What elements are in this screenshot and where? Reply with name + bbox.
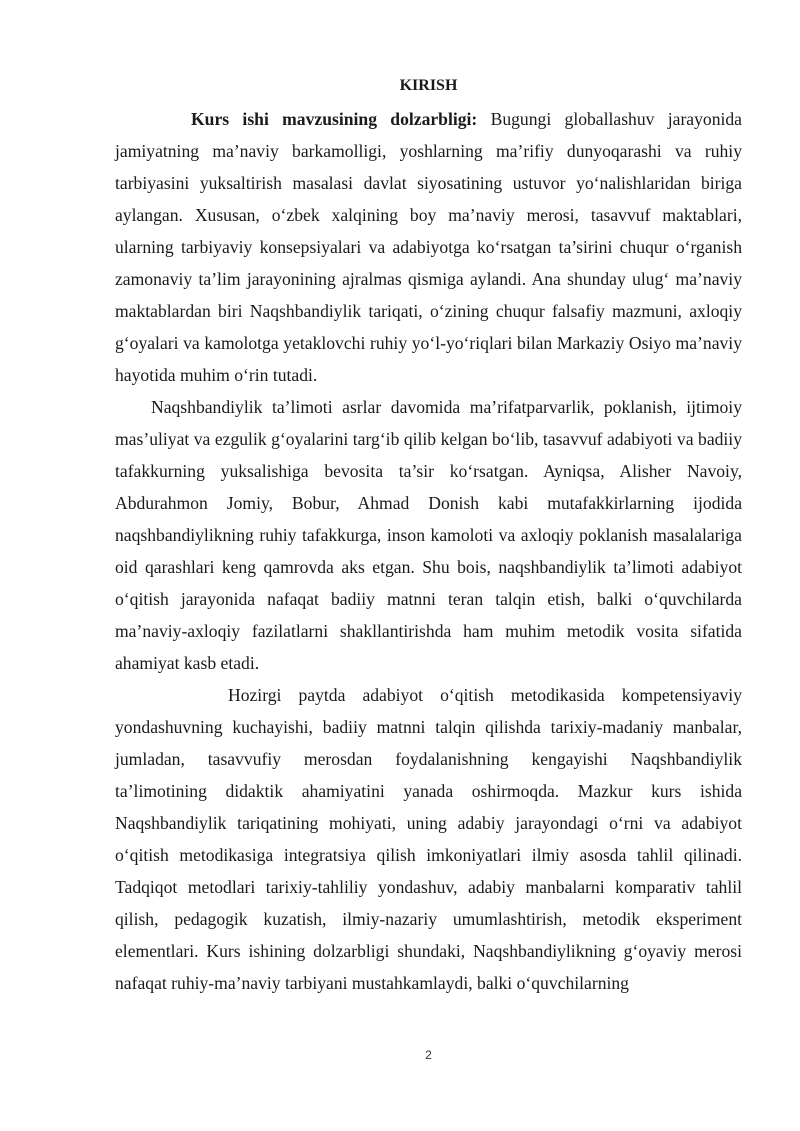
paragraph-lead: Kurs ishi mavzusining dolzarbligi: <box>191 109 478 129</box>
paragraph-text: Bugungi globallashuv jarayonida jamiyatning ma’naviy barkamolligi, yoshlarning ma’rifiy dunyoqarashi va ruhiy tarbiyasini yuksaltirish masalasi davlat siyosatining ustuvor yo‘nalishlaridan biriga aylangan. Xususan, o‘zbek xalqining boy ma’naviy merosi, tasavvuf maktablari, ularning tarbiyaviy konsepsiyalari va adabiyotga ko‘rsatgan ta’sirini chuqur o‘rganish zamonaviy ta’lim jarayonining ajralmas qismiga aylandi. Ana shunday ulug‘ ma’naviy maktablardan biri Naqshbandiylik tariqati, o‘zining chuqur falsafiy mazmuni, axloqiy g‘oyalari va kamolotga yetaklovchi ruhiy yo‘l-yo‘riqlari bilan Markaziy Osiyo ma’naviy hayotida muhim o‘rin tutadi. <box>115 109 742 385</box>
body-text <box>115 103 742 999</box>
document-page <box>115 0 742 1131</box>
paragraph-1 <box>115 103 742 391</box>
section-heading: KIRISH <box>399 77 458 94</box>
paragraph-2: Naqshbandiylik ta’limoti asrlar davomida ma’rifatparvarlik, poklanish, ijtimoiy mas’uliyat va ezgulik g‘oyalarini targ‘ib qilib kelgan bo‘lib, tasavvuf adabiyoti va badiiy tafakkurning yuksalishiga bevosita ta’sir ko‘rsatgan. Ayniqsa, Alisher Navoiy, Abdurahmon Jomiy, Bobur, Ahmad Donish kabi mutafakkirlarning ijodida naqshbandiylikning ruhiy tafakkurga, inson kamoloti va axloqiy poklanish masalalariga oid qarashlari keng qamrovda aks etgan. Shu bois, naqshbandiylik ta’limoti adabiyot o‘qitish jarayonida nafaqat badiiy matnni teran talqin etish, balki o‘quvchilarda ma’naviy-axloqiy fazilatlarni shakllantirishda ham muhim metodik vosita sifatida ahamiyat kasb etadi. <box>115 397 742 673</box>
page-number: 2 <box>425 1048 432 1062</box>
paragraph-3: Hozirgi paytda adabiyot o‘qitish metodikasida kompetensiyaviy yondashuvning kuchayishi, badiiy matnni talqin qilishda tarixiy-madaniy manbalar, jumladan, tasavvufiy merosdan foydalanishning kengayishi Naqshbandiylik ta’limotining didaktik ahamiyatini yanada oshirmoqda. Mazkur kurs ishida Naqshbandiylik tariqatining mohiyati, uning adabiy jarayondagi o‘rni va adabiyot o‘qitish metodikasiga integratsiya qilish imkoniyatlari ilmiy asosda tahlil qilinadi. Tadqiqot metodlari tarixiy-tahliliy yondashuv, adabiy manbalarni komparativ tahlil qilish, pedagogik kuzatish, ilmiy-nazariy umumlashtirish, metodik eksperiment elementlari. Kurs ishining dolzarbligi shundaki, Naqshbandiylikning g‘oyaviy merosi nafaqat ruhiy-ma’naviy tarbiyani mustahkamlaydi, balki o‘quvchilarning <box>115 685 742 993</box>
